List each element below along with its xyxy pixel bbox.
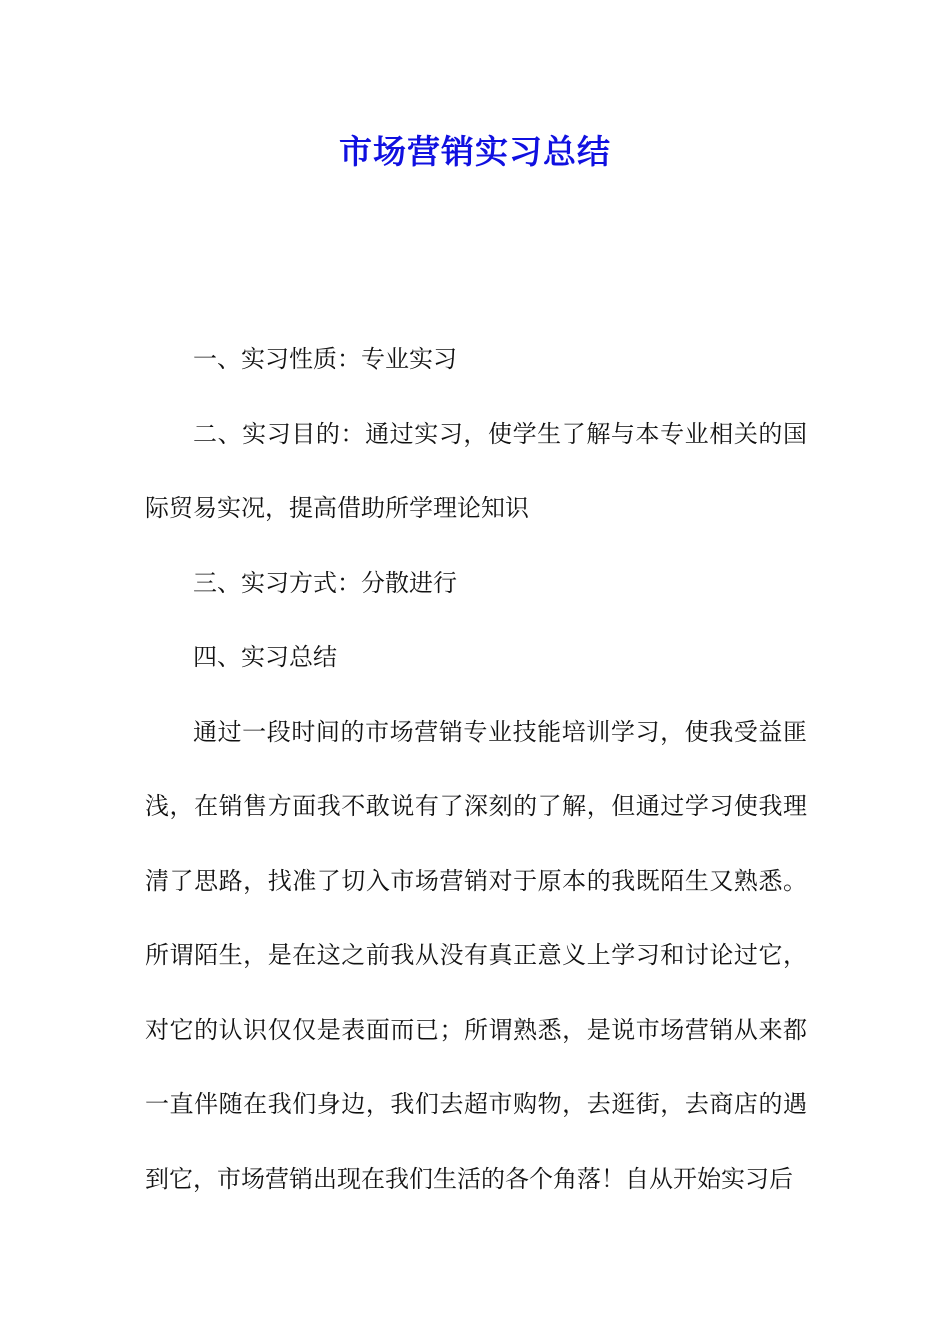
paragraph-internship-purpose: 二、实习目的：通过实习，使学生了解与本专业相关的国际贸易实况，提高借助所学理论知识 bbox=[145, 419, 807, 522]
paragraph-summary-body: 通过一段时间的市场营销专业技能培训学习，使我受益匪浅，在销售方面我不敢说有了深刻的了解，但通过学习使我理清了思路，找准了切入市场营销对于原本的我既陌生又熟悉。所谓陌生，是在这之前我从没有真正意义上学习和讨论过它，对它的认识仅仅是表面而已；所谓熟悉，是说市场营销从来都一直伴随在我们身边，我们去超市购物，去逛街，去商店的遇到它，市场营销出现在我们生活的各个角落！自从开始实习后 bbox=[145, 717, 807, 1193]
document-title: 市场营销实习总结 bbox=[339, 132, 611, 171]
paragraph-internship-nature: 一、实习性质：专业实习 bbox=[193, 345, 457, 373]
paragraph-internship-method: 三、实习方式：分散进行 bbox=[193, 568, 457, 597]
document-body bbox=[145, 322, 807, 1216]
paragraph-summary-heading: 四、实习总结 bbox=[193, 643, 337, 671]
